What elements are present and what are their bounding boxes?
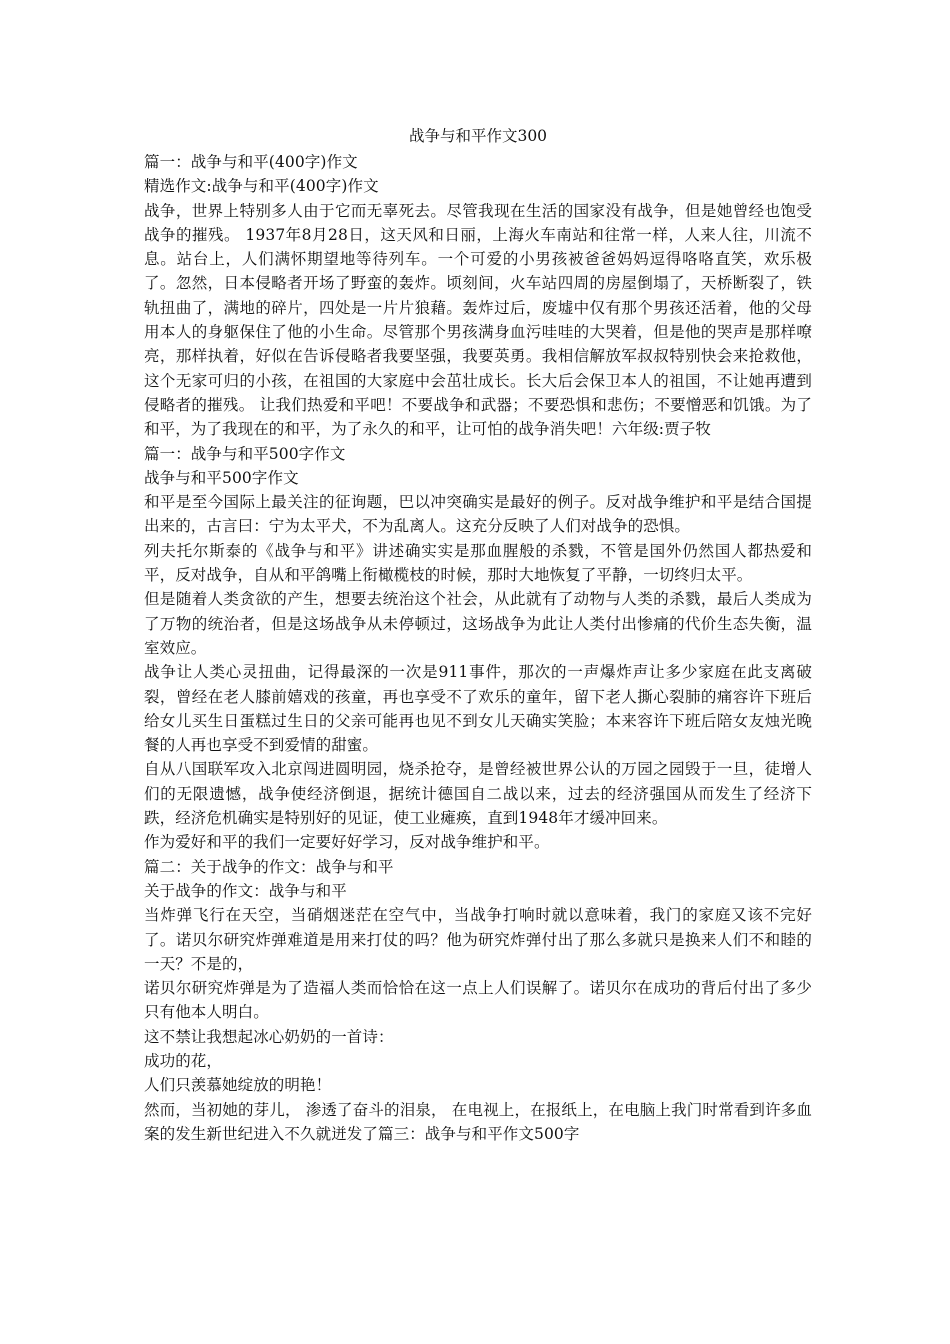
paragraph-body: 这不禁让我想起冰心奶奶的一首诗： [144, 1027, 394, 1046]
paragraph-heading-2: 篇一：战争与和平500字作文 [144, 444, 346, 463]
paragraph-heading-3: 篇二：关于战争的作文：战争与和平 [144, 857, 394, 876]
document-page [144, 124, 812, 1146]
paragraph-subheading-2: 战争与和平500字作文 [144, 468, 299, 487]
paragraph-body: 战争，世界上特别多人由于它而无辜死去。尽管我现在生活的国家没有战争，但是她曾经也饱受战争的摧残。 1937年8月28日，这天风和日丽，上海火车南站和往常一样，人来人往，川流不息。站台上，人们满怀期望地等待列车。一个可爱的小男孩被爸爸妈妈逗得咯咯直笑，欢乐极了。忽然，日本侵略者开场了野蛮的轰炸。顷刻间，火车站四周的房屋倒塌了，天桥断裂了，铁轨扭曲了，满地的碎片，四处是一片片狼藉。轰炸过后，废墟中仅有那个男孩还活着，他的父母用本人的身躯保住了他的小生命。尽管那个男孩满身血污哇哇的大哭着，但是他的哭声是那样嘹亮，那样执着，好似在告诉侵略者我要坚强，我要英勇。我相信解放军叔叔特别快会来抢救他，这个无家可归的小孩，在祖国的大家庭中会茁壮成长。长大后会保卫本人的祖国，不让她再遭到侵略者的摧残。 让我们热爱和平吧！不要战争和武器；不要恐惧和悲伤；不要憎恶和饥饿。为了和平，为了我现在的和平，为了永久的和平，让可怕的战争消失吧！六年级:贾子牧 [144, 201, 812, 439]
paragraph-body: 战争让人类心灵扭曲，记得最深的一次是911事件，那次的一声爆炸声让多少家庭在此支离破裂，曾经在老人膝前嬉戏的孩童，再也享受不了欢乐的童年，留下老人撕心裂肺的痛容许下班后给女儿买生日蛋糕过生日的父亲可能再也见不到女儿天确实笑脸；本来容许下班后陪女友烛光晚餐的人再也享受不到爱情的甜蜜。 [144, 663, 812, 755]
paragraph-body: 列夫托尔斯泰的《战争与和平》讲述确实实是那血腥般的杀戮，不管是国外仍然国人都热爱和平，反对战争，自从和平鸽嘴上衔橄榄枝的时候，那时大地恢复了平静，一切终归太平。 [144, 541, 812, 585]
document-title: 战争与和平作文300 [408, 127, 548, 145]
paragraph-body: 当炸弹飞行在天空，当硝烟迷茫在空气中，当战争打响时就以意味着，我门的家庭又该不完好了。诺贝尔研究炸弹难道是用来打仗的吗？他为研究炸弹付出了那么多就只是换来人们不和睦的一天？不是的， [144, 906, 812, 973]
paragraph-body: 诺贝尔研究炸弹是为了造福人类而恰恰在这一点上人们误解了。诺贝尔在成功的背后付出了多少只有他本人明白。 [144, 979, 812, 1022]
paragraph-heading-1: 篇一：战争与和平(400字)作文 [144, 153, 358, 171]
paragraph-body: 作为爱好和平的我们一定要好好学习，反对战争维护和平。 [144, 833, 550, 852]
paragraph-subheading-1: 精选作文:战争与和平(400字)作文 [144, 177, 379, 196]
paragraph-body: 自从八国联军攻入北京闯进圆明园，烧杀抢夺，是曾经被世界公认的万园之园毁于一旦，徒增人们的无限遗憾，战争使经济倒退，据统计德国自二战以来，过去的经济强国从而发生了经济下跌，经济危机确实是特别好的见证，使工业瘫痪，直到1948年才缓冲回来。 [144, 760, 812, 828]
poem-line: 成功的花， [144, 1051, 223, 1070]
paragraph-body: 但是随着人类贪欲的产生，想要去统治这个社会，从此就有了动物与人类的杀戮，最后人类成为了万物的统治者，但是这场战争从未停顿过，这场战争为此让人类付出惨痛的代价生态失衡，温室效应。 [144, 590, 812, 657]
poem-line: 人们只羡慕她绽放的明艳！ [144, 1076, 332, 1095]
paragraph-body: 然而，当初她的芽儿， 渗透了奋斗的泪泉， 在电视上，在报纸上，在电脑上我门时常看到许多血案的发生新世纪进入不久就迸发了篇三：战争与和平作文500字 [144, 1100, 812, 1143]
paragraph-body: 和平是至今国际上最关注的征询题，巴以冲突确实是最好的例子。反对战争维护和平是结合国提出来的，古言曰：宁为太平犬，不为乱离人。这充分反映了人们对战争的恐惧。 [144, 493, 812, 536]
paragraph-subheading-3: 关于战争的作文：战争与和平 [144, 881, 347, 900]
